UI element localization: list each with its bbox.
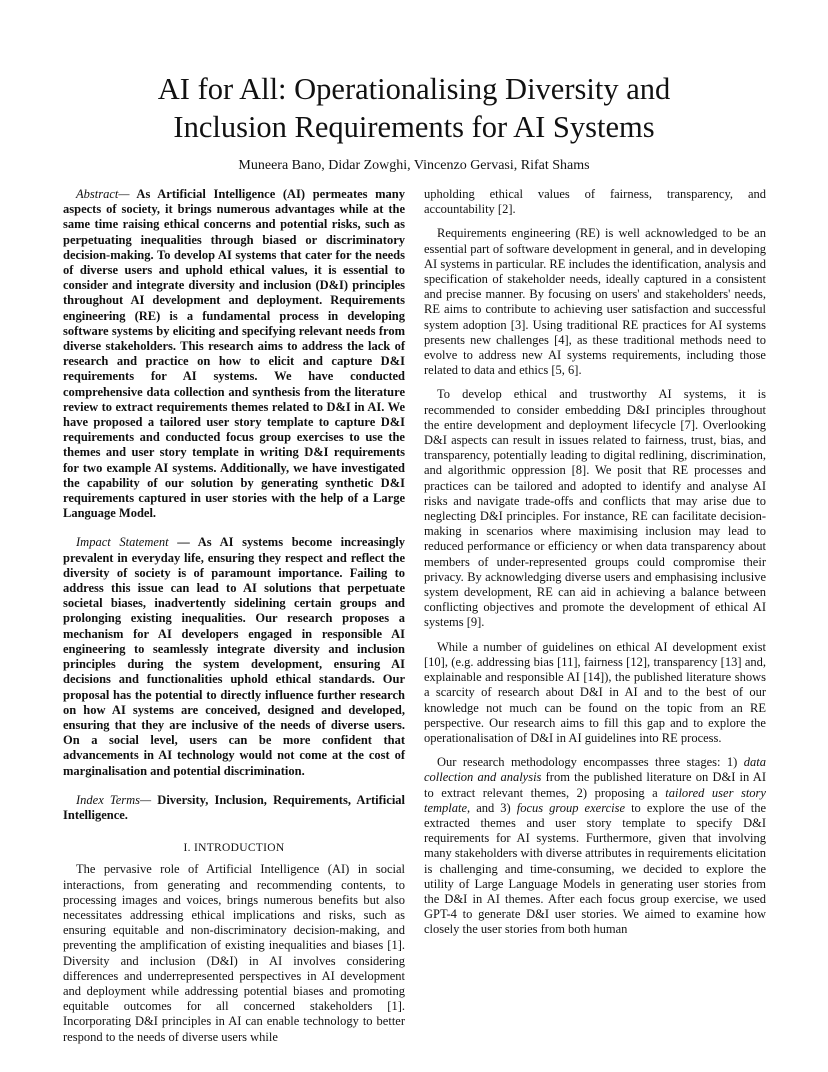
intro-paragraph-2: Requirements engineering (RE) is well acknowledged to be an essential part of software development in general, and in developing AI systems in particular. RE includes the identification, analysis and specification of stakeholder needs, ideally captured in a consistent and precise manner. By focusing on users' and stakeholders' needs, RE aims to contribute to achieving user satisfaction and successful system adoption [3]. Using traditional RE practices for AI systems presents new challenges [4], as these traditional methods need to evolve to address new AI systems requirements, including those related to data and ethics [5, 6].	[424, 226, 766, 378]
index-terms	[63, 793, 405, 823]
impact-text: — As AI systems become increasingly prevalent in everyday life, ensuring they respect and reflect the diversity of society is of paramount importance. Failing to address this issue can lead to AI solutions that perpetuate societal biases, inadvertently sidelining certain groups and prolonging existing inequalities. Our research proposes a mechanism for AI developers engaged in responsible AI engineering to seamlessly integrate diversity and inclusion principles during the system development, ensuring AI decisions and functionalities uphold ethical standards. Our proposal has the potential to directly influence further research on how AI systems are conceived, designed and developed, ensuring that they are inclusive of the needs of diverse users. On a social level, users can be more confident that advancements in AI technology would not come at the cost of marginalisation and potential discrimination.	[63, 535, 405, 778]
abstract-text: As Artificial Intelligence (AI) permeates many aspects of society, it brings numerous advantages while at the same time raising ethical concerns and potential risks, such as perpetuating inequalities through biased or discriminatory decision-making. To develop AI systems that cater for the needs of diverse users and uphold ethical values, it is essential to consider and integrate diversity and inclusion (D&I) principles throughout AI development and deployment. Requirements engineering (RE) is a fundamental process in developing software systems by eliciting and specifying relevant needs from diverse stakeholders. This research aims to address the lack of research and practice on how to elicit and capture D&I requirements for AI systems. We have conducted comprehensive data collection and synthesis from the literature review to extract requirements themes related to D&I in AI. We have proposed a tailored user story template to capture D&I requirements and conducted focus group exercises to use the themes and user story template in writing D&I requirements for two example AI systems. Additionally, we have investigated the capability of our solution by generating synthetic D&I requirements captured in user stories with the help of a Large Language Model.	[63, 187, 406, 521]
methodology-stage-3: focus group exercise	[516, 800, 626, 815]
methodology-text-e: , and 3)	[467, 800, 517, 815]
methodology-stage-1: data collection and analysis	[424, 755, 766, 785]
impact-statement	[63, 535, 405, 778]
abstract	[63, 187, 405, 521]
intro-paragraph-3: To develop ethical and trustworthy AI systems, it is recommended to consider embedding D&I principles throughout the entire development and deployment lifecycle [7]. Overlooking D&I aspects can result in issues related to fairness, trust, bias, and transparency, potentially leading to digital redlining, discrimination, and algorithmic oppression [8]. We posit that RE processes and practices can be tailored and adopted to identify and analyse AI risks and navigate trade-offs and conflicts that may arise due to neglecting D&I principles. For instance, RE can facilitate decision-making in scenarios where maximising inclusion may lead to reduced performance or efficiency or when data transparency about members of under-represented groups could compromise their privacy. By acknowledging diverse users and emphasising inclusive system development, RE can aid in achieving a balance between conflicting objectives and promote the development of ethical AI systems [9].	[424, 387, 766, 630]
author-list: Muneera Bano, Didar Zowghi, Vincenzo Gervasi, Rifat Shams	[238, 158, 590, 173]
methodology-text-c: from the published literature on D&I in AI to extract relevant themes, 2) proposing a	[424, 770, 766, 800]
section-title: NTRODUCTION	[198, 842, 285, 855]
abstract-label: Abstract—	[76, 187, 130, 201]
impact-label: Impact Statement	[76, 535, 169, 550]
index-terms-label: Index Terms—	[76, 792, 152, 807]
intro-body-left	[63, 862, 405, 1044]
title-line-1: AI for All: Operationalising Diversity and	[157, 72, 671, 106]
index-terms-text: Diversity, Inclusion, Requirements, Artificial Intelligence.	[63, 792, 406, 822]
intro-paragraph-1-continued: upholding ethical values of fairness, transparency, and accountability [2].	[424, 187, 766, 217]
right-column	[424, 187, 766, 938]
methodology-text-a: Our research methodology encompasses three stages: 1)	[437, 755, 744, 770]
methodology-text-g: to explore the use of the extracted themes and user story template to specify D&I requirements for AI systems. Furthermore, given that involving many stakeholders with diverse attributes in requirements elicitation is challenging and time-consuming, we decided to explore the utility of Large Language Models in generating user stories from the D&I in AI themes. After each focus group exercise, we used GPT-4 to generate D&I user stories. We aimed to examine how closely the user stories from both human	[424, 800, 767, 937]
intro-paragraph-4: While a number of guidelines on ethical AI development exist [10], (e.g. addressing bias [11], fairness [12], transparency [13] and, explainable and responsible AI [14]), the published literature shows a scarcity of research about D&I in AI and to the best of our knowledge not much can be found on the topic from an RE perspective. Our research aims to fill this gap and to explore the operationalisation of D&I in AI guidelines into RE process.	[424, 639, 766, 745]
intro-paragraph-5	[424, 755, 766, 937]
abstract-block	[63, 187, 405, 823]
methodology-stage-2: tailored user story template	[424, 785, 766, 815]
paper-title	[60, 70, 768, 146]
left-column	[63, 187, 405, 1045]
section-heading-introduction	[63, 841, 405, 856]
section-numeral: I. I	[183, 842, 199, 855]
intro-paragraph-1: The pervasive role of Artificial Intelligence (AI) in social interactions, from generating and recommending contents, to processing images and voices, brings numerous benefits but also necessitates addressing ethical implications and risks, such as ensuring equitable and non-discriminatory decision-making, and preventing the amplification of existing inequalities and biases [1]. Diversity and inclusion (D&I) in AI involves considering differences and underrepresented perspectives in AI development and deployment while addressing potential biases and promoting equitable outcomes for all concerned stakeholders [1]. Incorporating D&I principles in AI can enable technology to better respond to the needs of diverse users while	[63, 862, 405, 1044]
title-line-2: Inclusion Requirements for AI Systems	[173, 110, 655, 144]
